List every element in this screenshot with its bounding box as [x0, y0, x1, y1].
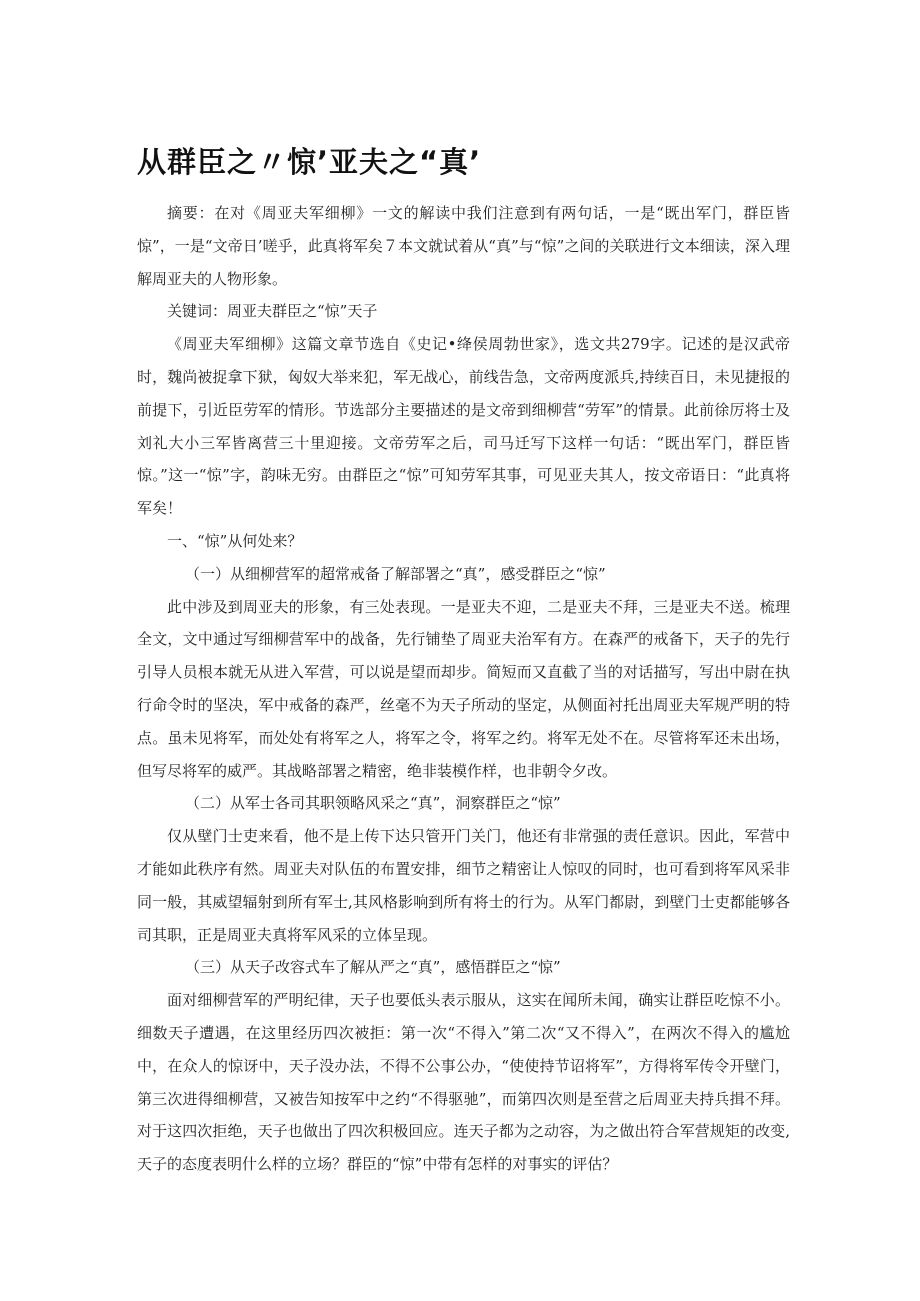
body-paragraph-2: 仅从壁门士吏来看，他不是上传下达只管开门关门，他还有非常强的责任意识。因此，军营中才能如此秩序有然。周亚夫对队伍的布置安排，细节之精密让人惊叹的同时，也可看到将军风采非同一般，其威望辐射到所有军士,其风格影响到所有将士的行为。从军门都尉，到壁门士吏都能够各司其职，正是周亚夫真将军风采的立体呈现。 — [137, 827, 790, 944]
subsection-heading-1: （一）从细柳营军的超常戒备了解部署之“真”，感受群臣之“惊” — [185, 564, 606, 583]
page-title: 从群臣之〃惊’亚夫之“真’ — [137, 145, 482, 179]
subsection-heading-3: （三）从天子改容式车了解从严之“真”，感悟群臣之“惊” — [185, 958, 561, 977]
body-paragraph-1: 此中涉及到周亚夫的形象，有三处表现。一是亚夫不迎，二是亚夫不拜，三是亚夫不送。梳理全文，文中通过写细柳营军中的战备，先行铺垫了周亚夫治军有方。在森严的戒备下，天子的先行引导人员根本就无从进入军营，可以说是望而却步。简短而又直截了当的对话描写，写出中尉在执行命令时的坚决，军中戒备的森严，丝毫不为天子所动的坚定，从侧面衬托出周亚夫军规严明的特点。虽未见将军，而处处有将军之人，将军之令，将军之约。将军无处不在。尽管将军还未出场，但写尽将军的威严。其战略部署之精密，绝非装模作样，也非朝令夕改。 — [137, 597, 790, 780]
subsection-heading-2: （二）从军士各司其职领略风采之“真”，洞察群臣之“惊” — [185, 794, 561, 813]
intro-paragraph: 《周亚夫军细柳》这篇文章节选自《史记•绛侯周勃世家》，选文共279字。记述的是汉武帝时，魏尚被捉拿下狱，匈奴大举来犯，军无战心，前线告急，文帝两度派兵,持续百日，未见捷报的前提下，引近臣劳军的情形。节选部分主要描述的是文帝到细柳营“劳军”的情景。此前徐厉将士及刘礼大小三军皆离营三十里迎接。文帝劳军之后，司马迁写下这样一句话：“既出军门，群臣皆惊。”这一“惊”字，韵味无穷。由群臣之“惊”可知劳军其事，可见亚夫其人，按文帝语日：“此真将军矣！ — [137, 335, 790, 518]
abstract-paragraph: 摘要：在对《周亚夫军细柳》一文的解读中我们注意到有两句话，一是“既出军门，群臣皆惊”，一是“文帝日’嗟乎，此真将军矣７本文就试着从“真”与“惊”之间的关联进行文本细读，深入理解周亚夫的人物形象。 — [137, 204, 790, 288]
keywords-line: 关键词：周亚夫群臣之“惊”天子 — [167, 302, 378, 321]
body-paragraph-3: 面对细柳营军的严明纪律，天子也要低头表示服从，这实在闻所未闻，确实让群臣吃惊不小。细数天子遭遇，在这里经历四次被拒：第一次“不得入”第二次“又不得入”，在两次不得入的尴尬中，在众人的惊讶中，天子没办法，不得不公事公办，“使使持节诏将军”，方得将军传令开壁门，第三次进得细柳营，又被告知按军中之约“不得驱驰”，而第四次则是至营之后周亚夫持兵揖不拜。对于这四次拒绝，天子也做出了四次积极回应。连天子都为之动容，为之做出符合军营规矩的改变,天子的态度表明什么样的立场？群臣的“惊”中带有怎样的对事实的评估？ — [137, 991, 790, 1174]
document-body — [137, 197, 790, 1181]
section-heading-1: 一、“惊”从何处来？ — [167, 531, 303, 550]
